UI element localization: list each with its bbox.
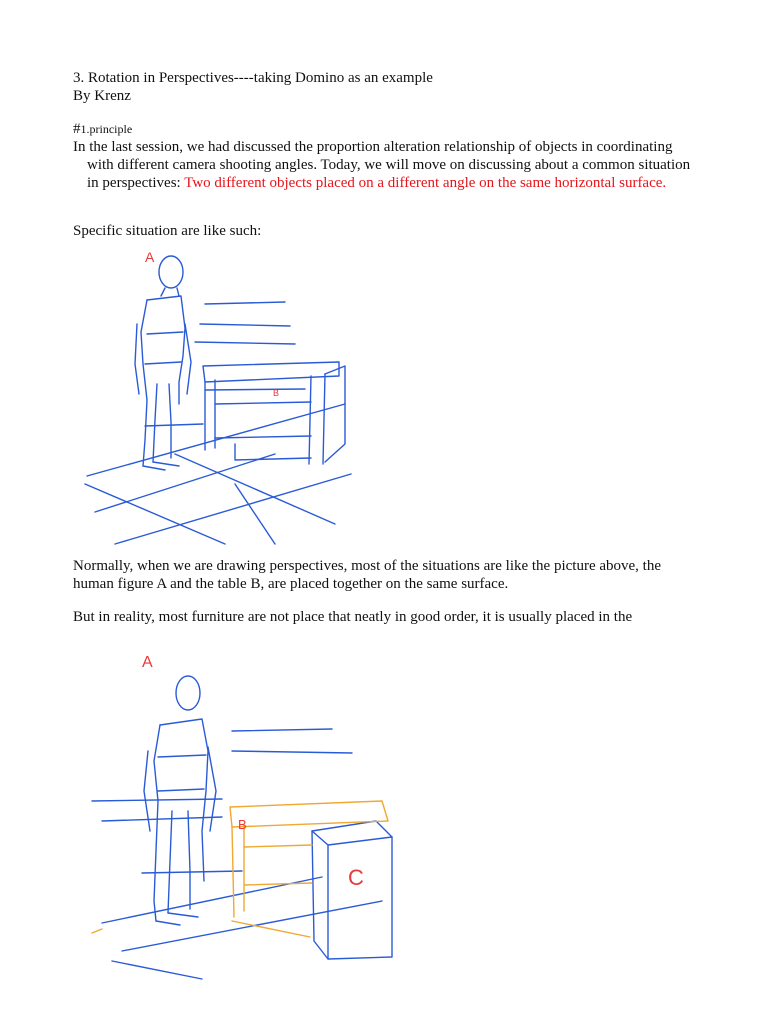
section-hash: # — [73, 121, 81, 137]
highlight-text: Two different objects placed on a different angle on the same horizontal surface. — [184, 175, 667, 191]
paragraph-principle-rest — [73, 156, 703, 192]
document-title: 3. Rotation in Perspectives----taking Domino as an example — [73, 70, 433, 86]
paragraph-principle-text: with different camera shooting angles. Today, we will move on discussing about a common situation in perspectives: — [87, 157, 691, 191]
section-heading — [73, 120, 132, 138]
section-label: 1.principle — [80, 122, 133, 136]
sketch-figure-table-cabinet — [82, 641, 412, 981]
paragraph-principle — [73, 138, 703, 192]
sketch-figure-and-table — [75, 244, 353, 552]
label-c: C — [348, 865, 364, 890]
label-b: B — [273, 388, 280, 398]
label-a: A — [142, 654, 153, 671]
document-author: By Krenz — [73, 88, 131, 104]
paragraph-normally: Normally, when we are drawing perspectives, most of the situations are like the picture above, the human figure A and the table B, are placed together on the same surface. — [73, 558, 662, 592]
paragraph-reality: But in reality, most furniture are not place that neatly in good order, it is usually placed in the — [73, 609, 633, 625]
label-b: B — [238, 817, 247, 832]
specific-situation-text: Specific situation are like such: — [73, 223, 262, 239]
paragraph-principle-first-line: In the last session, we had discussed the proportion alteration relationship of objects in coordinating — [73, 139, 673, 155]
label-a: A — [145, 249, 155, 265]
